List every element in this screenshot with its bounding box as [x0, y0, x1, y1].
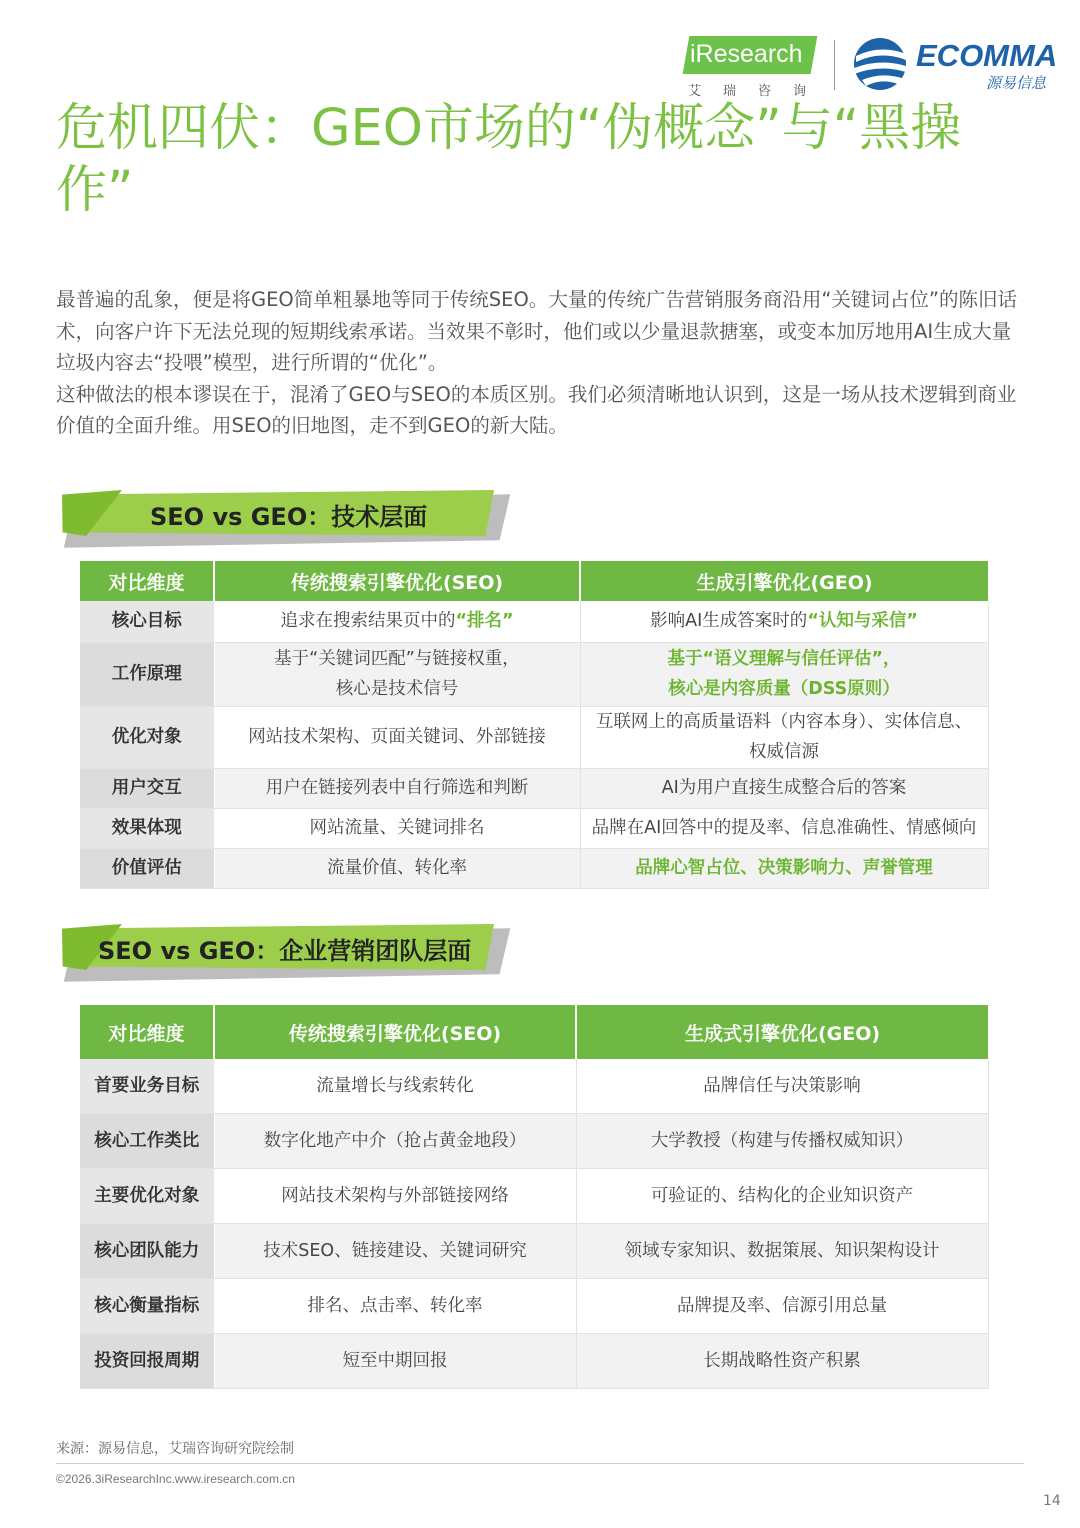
ecomma-mark-icon	[852, 36, 908, 92]
footer-divider	[56, 1463, 1024, 1464]
seo-cell: 流量增长与线索转化	[214, 1059, 576, 1114]
row-dimension: 核心衡量指标	[80, 1279, 214, 1334]
seo-cell: 数字化地产中介（抢占黄金地段）	[214, 1114, 576, 1169]
row-dimension: 用户交互	[80, 768, 214, 808]
header-seo: 传统搜索引擎优化(SEO)	[214, 561, 580, 601]
table-row	[80, 848, 988, 888]
seo-cell: 流量价值、转化率	[214, 848, 580, 888]
table-header-row	[80, 561, 988, 601]
table-row	[80, 1279, 988, 1334]
row-dimension: 价值评估	[80, 848, 214, 888]
row-dimension: 主要优化对象	[80, 1169, 214, 1224]
geo-cell: 基于“语义理解与信任评估”， 核心是内容质量（DSS原则）	[580, 642, 988, 706]
geo-cell: 领域专家知识、数据策展、知识架构设计	[576, 1224, 988, 1279]
seo-cell: 基于“关键词匹配”与链接权重， 核心是技术信号	[214, 642, 580, 706]
table-row	[80, 1334, 988, 1389]
header-geo: 生成式引擎优化(GEO)	[576, 1005, 988, 1059]
table-row	[80, 1169, 988, 1224]
section-banner-technical	[62, 488, 502, 548]
iresearch-logo: iResearch 艾瑞咨询	[686, 36, 818, 98]
row-dimension: 工作原理	[80, 642, 214, 706]
geo-cell: 影响AI生成答案时的“认知与采信”	[580, 601, 988, 642]
seo-cell: 网站流量、关键词排名	[214, 808, 580, 848]
table-row	[80, 808, 988, 848]
intro-text	[56, 284, 1026, 442]
copyright: ©2026.3iResearchInc.www.iresearch.com.cn	[56, 1472, 295, 1486]
seo-cell: 追求在搜索结果页中的“排名”	[214, 601, 580, 642]
row-dimension: 效果体现	[80, 808, 214, 848]
geo-cell: 品牌心智占位、决策影响力、声誉管理	[580, 848, 988, 888]
page-title: 危机四伏：GEO市场的“伪概念”与“黑操作”	[56, 99, 962, 220]
seo-cell: 技术SEO、链接建设、关键词研究	[214, 1224, 576, 1279]
comparison-table-team	[80, 1005, 989, 1389]
table-row	[80, 601, 988, 642]
intro-paragraph-2: 这种做法的根本谬误在于，混淆了GEO与SEO的本质区别。我们必须清晰地认识到，这是一场从技术逻辑到商业价值的全面升维。用SEO的旧地图，走不到GEO的新大陆。	[56, 382, 1017, 437]
geo-cell: AI为用户直接生成整合后的答案	[580, 768, 988, 808]
table-row	[80, 642, 988, 706]
row-dimension: 核心团队能力	[80, 1224, 214, 1279]
geo-cell: 品牌在AI回答中的提及率、信息准确性、情感倾向	[580, 808, 988, 848]
page-number: 14	[1043, 1493, 1061, 1509]
header-geo: 生成引擎优化(GEO)	[580, 561, 988, 601]
comparison-table-technical	[80, 561, 989, 889]
ecomma-logo: ECOMMA 源易信息	[852, 36, 1057, 96]
seo-cell: 排名、点击率、转化率	[214, 1279, 576, 1334]
geo-cell: 长期战略性资产积累	[576, 1334, 988, 1389]
row-dimension: 投资回报周期	[80, 1334, 214, 1389]
source-note: 来源：源易信息，艾瑞咨询研究院绘制	[56, 1441, 294, 1457]
header-dimension: 对比维度	[80, 561, 214, 601]
table-row	[80, 1114, 988, 1169]
section-title-team: SEO vs GEO：企业营销团队层面	[98, 937, 472, 965]
header-dimension: 对比维度	[80, 1005, 214, 1059]
row-dimension: 核心目标	[80, 601, 214, 642]
table-header-row	[80, 1005, 988, 1059]
geo-cell: 品牌信任与决策影响	[576, 1059, 988, 1114]
geo-cell: 大学教授（构建与传播权威知识）	[576, 1114, 988, 1169]
geo-cell: 互联网上的高质量语料（内容本身）、实体信息、 权威信源	[580, 706, 988, 768]
table-row	[80, 1059, 988, 1114]
table-row	[80, 1224, 988, 1279]
seo-cell: 用户在链接列表中自行筛选和判断	[214, 768, 580, 808]
seo-cell: 网站技术架构、页面关键词、外部链接	[214, 706, 580, 768]
row-dimension: 优化对象	[80, 706, 214, 768]
logo-divider	[834, 40, 835, 90]
seo-cell: 网站技术架构与外部链接网络	[214, 1169, 576, 1224]
row-dimension: 核心工作类比	[80, 1114, 214, 1169]
table-row	[80, 706, 988, 768]
intro-paragraph-1: 最普遍的乱象，便是将GEO简单粗暴地等同于传统SEO。大量的传统广告营销服务商沿用“关键词占位”的陈旧话术，向客户许下无法兑现的短期线索承诺。当效果不彰时，他们或以少量退款搪塞，或变本加厉地用AI生成大量垃圾内容去“投喂”模型，进行所谓的“优化”。	[56, 288, 1018, 374]
table-row	[80, 768, 988, 808]
section-banner-team	[62, 922, 502, 982]
geo-cell: 可验证的、结构化的企业知识资产	[576, 1169, 988, 1224]
header-seo: 传统搜索引擎优化(SEO)	[214, 1005, 576, 1059]
section-title-technical: SEO vs GEO：技术层面	[150, 503, 428, 531]
seo-cell: 短至中期回报	[214, 1334, 576, 1389]
row-dimension: 首要业务目标	[80, 1059, 214, 1114]
geo-cell: 品牌提及率、信源引用总量	[576, 1279, 988, 1334]
